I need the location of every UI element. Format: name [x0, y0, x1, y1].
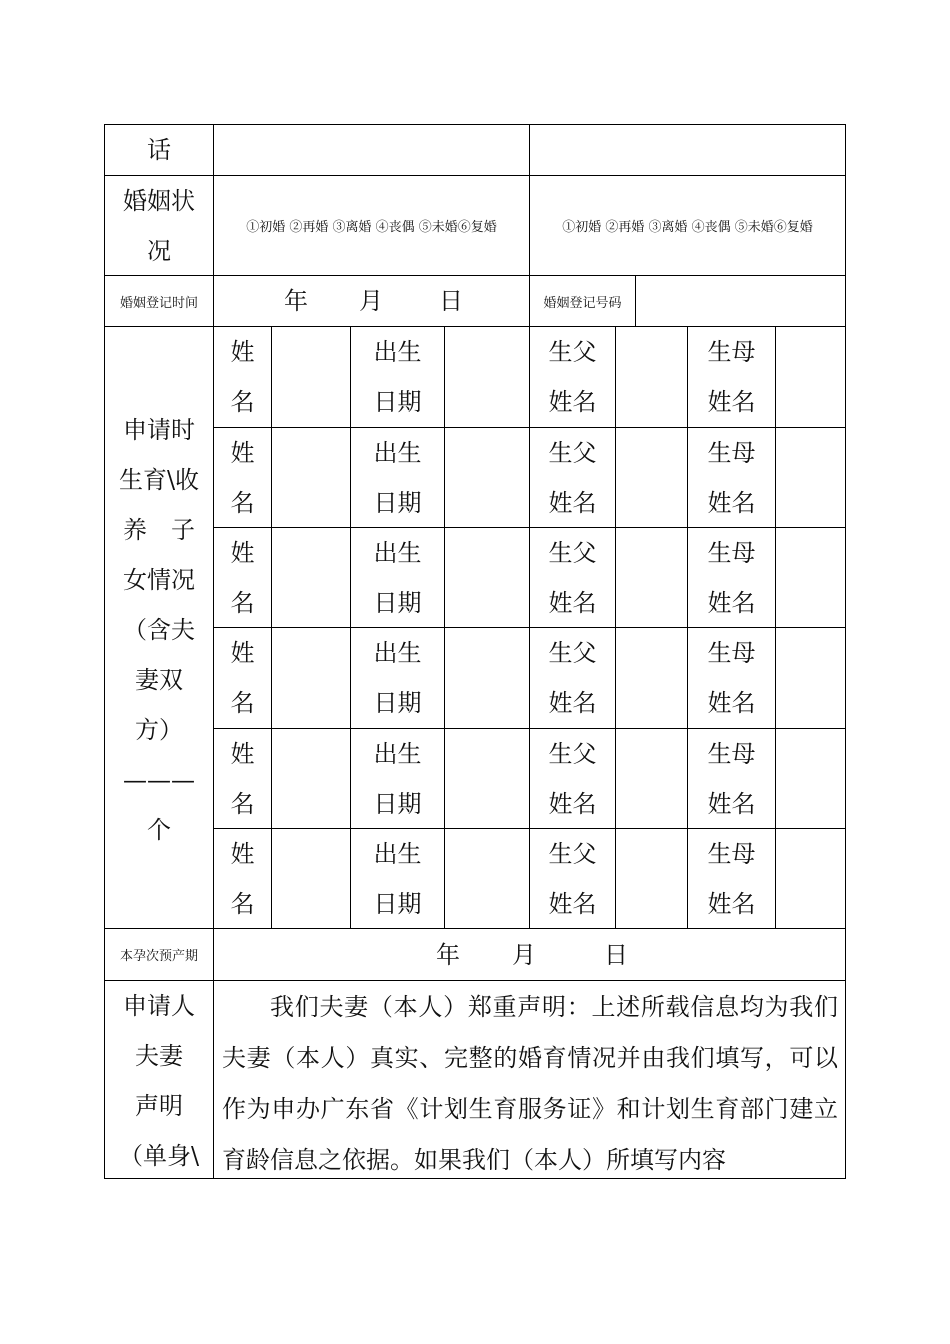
- phone-field-spouse[interactable]: [530, 125, 845, 175]
- marriage-reg-time-label: 婚姻登记时间: [119, 295, 198, 311]
- birth-label-line: 出生: [373, 539, 422, 567]
- father-label-line: 姓名: [548, 589, 597, 617]
- marriage-reg-date-field[interactable]: [214, 276, 529, 326]
- father-label-line: 姓名: [548, 489, 597, 517]
- birth-label: [351, 628, 444, 728]
- marriage-reg-number-label: 婚姻登记号码: [543, 295, 622, 311]
- mother-label: [688, 528, 775, 628]
- name-label-line: 名: [230, 489, 255, 517]
- birth-label: [351, 729, 444, 829]
- father-label-line: 生父: [548, 740, 597, 768]
- child-name-field[interactable]: [272, 428, 350, 528]
- mother-label-line: 姓名: [707, 589, 756, 617]
- mother-name-field[interactable]: [776, 327, 845, 427]
- father-label-line: 姓名: [548, 790, 597, 818]
- father-name-field[interactable]: [616, 528, 687, 628]
- declaration-label-line: 申请人: [123, 992, 195, 1020]
- due-date-label: 本孕次预产期: [119, 949, 198, 964]
- child-birthdate-field[interactable]: [445, 729, 529, 829]
- mother-label: [688, 327, 775, 427]
- birth-label-line: 出生: [373, 740, 422, 768]
- mother-name-field[interactable]: [776, 528, 845, 628]
- father-label: [530, 428, 615, 528]
- mother-label-line: 姓名: [707, 689, 756, 717]
- birth-label: [351, 528, 444, 628]
- children-label-line: 个: [147, 816, 171, 844]
- child-name-field[interactable]: [272, 628, 350, 728]
- mother-label-line: 生母: [707, 740, 756, 768]
- phone-label: 话: [147, 136, 171, 164]
- children-label-line: 申请时: [123, 416, 195, 444]
- mother-name-field[interactable]: [776, 729, 845, 829]
- marital-status-label: [105, 176, 213, 275]
- name-label: [214, 628, 271, 728]
- mother-label-line: 姓名: [707, 388, 756, 416]
- mother-label: [688, 729, 775, 829]
- mother-label-line: 生母: [707, 439, 756, 467]
- mother-name-field[interactable]: [776, 628, 845, 728]
- declaration-label-line: 声明: [135, 1092, 183, 1120]
- name-label-line: 名: [230, 790, 255, 818]
- father-label-line: 生父: [548, 539, 597, 567]
- children-section-label: [105, 405, 213, 855]
- mother-label: [688, 628, 775, 728]
- month-label: 月: [359, 287, 383, 315]
- father-label-line: 姓名: [548, 689, 597, 717]
- child-birthdate-field[interactable]: [445, 628, 529, 728]
- declaration-label-line: （单身\: [118, 1142, 200, 1170]
- child-birthdate-field[interactable]: [445, 829, 529, 929]
- father-label: [530, 829, 615, 929]
- name-label: [214, 327, 271, 427]
- name-label-line: 名: [230, 388, 255, 416]
- name-label-line: 名: [230, 890, 255, 918]
- child-birthdate-field[interactable]: [445, 528, 529, 628]
- father-label: [530, 628, 615, 728]
- birth-label-line: 出生: [373, 439, 422, 467]
- father-label: [530, 528, 615, 628]
- birth-label: [351, 829, 444, 929]
- name-label-line: 名: [230, 589, 255, 617]
- declaration-label-line: 夫妻: [135, 1042, 183, 1070]
- birth-label: [351, 327, 444, 427]
- father-name-field[interactable]: [616, 729, 687, 829]
- mother-label-line: 生母: [707, 539, 756, 567]
- children-label-line: （含夫: [123, 616, 195, 644]
- children-label-line: ———: [123, 766, 195, 794]
- child-birthdate-field[interactable]: [445, 327, 529, 427]
- day-label: 日: [439, 287, 463, 315]
- father-name-field[interactable]: [616, 428, 687, 528]
- name-label-line: 姓: [230, 639, 255, 667]
- name-label: [214, 829, 271, 929]
- birth-label: [351, 428, 444, 528]
- year-label: 年: [284, 287, 308, 315]
- name-label: [214, 528, 271, 628]
- name-label: [214, 729, 271, 829]
- marital-status-options-applicant[interactable]: ①初婚 ②再婚 ③离婚 ④丧偶 ⑤未婚⑥复婚: [246, 220, 497, 235]
- child-name-field[interactable]: [272, 327, 350, 427]
- name-label-line: 姓: [230, 840, 255, 868]
- name-label-line: 名: [230, 689, 255, 717]
- birth-label-line: 出生: [373, 840, 422, 868]
- marital-status-label-line: 婚姻状: [123, 186, 195, 215]
- birth-label-line: 日期: [373, 890, 422, 918]
- father-label: [530, 729, 615, 829]
- birth-label-line: 出生: [373, 338, 422, 366]
- mother-label-line: 姓名: [707, 890, 756, 918]
- mother-label: [688, 829, 775, 929]
- marital-status-label-line: 况: [147, 236, 171, 265]
- father-name-field[interactable]: [616, 628, 687, 728]
- marital-status-options-spouse[interactable]: ①初婚 ②再婚 ③离婚 ④丧偶 ⑤未婚⑥复婚: [562, 220, 813, 235]
- declaration-label: [105, 981, 213, 1181]
- name-label: [214, 428, 271, 528]
- children-label-line: 养 子: [123, 516, 195, 544]
- birth-label-line: 日期: [373, 689, 422, 717]
- phone-field-applicant[interactable]: [214, 125, 529, 175]
- children-label-line: 方）: [135, 716, 183, 744]
- father-label-line: 姓名: [548, 388, 597, 416]
- mother-label: [688, 428, 775, 528]
- month-label: 月: [512, 940, 536, 969]
- children-label-line: 生育\收: [118, 466, 200, 494]
- mother-label-line: 生母: [707, 840, 756, 868]
- father-name-field[interactable]: [616, 829, 687, 929]
- child-birthdate-field[interactable]: [445, 428, 529, 528]
- child-name-field[interactable]: [272, 729, 350, 829]
- table-border: [845, 124, 846, 1179]
- declaration-paragraph: 我们夫妻（本人）郑重声明：上述所载信息均为我们夫妻（本人）真实、完整的婚育情况并由我们填写，可以作为申办广东省《计划生育服务证》和计划生育部门建立育龄信息之依据。如果我们（本人）所填写内容: [222, 993, 838, 1174]
- mother-label-line: 生母: [707, 338, 756, 366]
- mother-label-line: 姓名: [707, 489, 756, 517]
- father-label-line: 生父: [548, 840, 597, 868]
- birth-label-line: 日期: [373, 589, 422, 617]
- birth-label-line: 日期: [373, 388, 422, 416]
- father-label-line: 姓名: [548, 890, 597, 918]
- mother-name-field[interactable]: [776, 829, 845, 929]
- father-label: [530, 327, 615, 427]
- father-label-line: 生父: [548, 439, 597, 467]
- children-label-line: 妻双: [135, 666, 183, 694]
- birth-label-line: 出生: [373, 639, 422, 667]
- due-date-field[interactable]: [214, 929, 845, 980]
- father-label-line: 生父: [548, 338, 597, 366]
- name-label-line: 姓: [230, 439, 255, 467]
- year-label: 年: [436, 940, 460, 969]
- name-label-line: 姓: [230, 338, 255, 366]
- marriage-reg-number-field[interactable]: [636, 276, 845, 326]
- table-border: [104, 980, 846, 981]
- father-label-line: 生父: [548, 639, 597, 667]
- name-label-line: 姓: [230, 740, 255, 768]
- father-name-field[interactable]: [616, 327, 687, 427]
- child-name-field[interactable]: [272, 829, 350, 929]
- mother-label-line: 生母: [707, 639, 756, 667]
- birth-label-line: 日期: [373, 790, 422, 818]
- child-name-field[interactable]: [272, 528, 350, 628]
- declaration-text: [222, 982, 838, 1186]
- children-label-line: 女情况: [123, 566, 195, 594]
- name-label-line: 姓: [230, 539, 255, 567]
- birth-label-line: 日期: [373, 489, 422, 517]
- mother-label-line: 姓名: [707, 790, 756, 818]
- day-label: 日: [604, 940, 628, 969]
- mother-name-field[interactable]: [776, 428, 845, 528]
